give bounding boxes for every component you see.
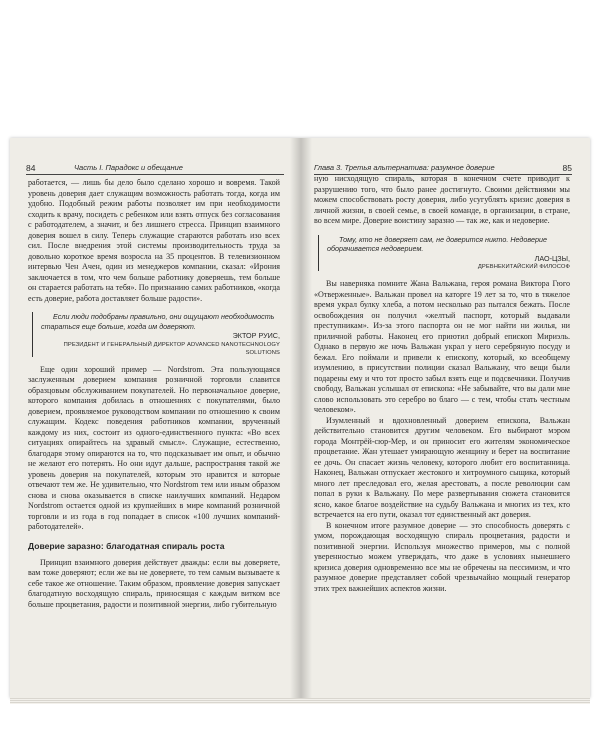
right-paragraph-2: Вы наверняка помните Жана Вальжана, героя романа Виктора Гюго «Отверженные». Вальжан провел на каторге 19 лет за то, что в тяжелое время украл булку хлеба, а потом несколько раз пытался бежать. После освобождения он получил «желтый паспорт, который выдавали преступникам». Из-за этого паспорта он не мог найти ни жилья, ни приличной работы. Наконец его приютил добрый епископ Мириэль. Однако в первую же ночь Вальжан украл у него серебряную посуду и бежал. Его поймали и привели к епископу, который, ко всеобщему изумлению, в присутствии полиции сказал Вальжану, что вещи были подарены ему и что тот просто забыл взять еще и подсвечники. Получив свободу, Вальжан услышал от епископа: «Не забывайте, что вы дали мне слово использовать это серебро во благо — с тем, чтобы стать честным человеком». bbox=[314, 279, 570, 415]
left-running-head: Часть I. Парадокс и обещание bbox=[74, 163, 183, 172]
right-page bbox=[302, 138, 590, 698]
left-paragraph-1: работается, — лишь бы дело было сделано хорошо и вовремя. Такой уровень доверия дает служащим возможность работать тогда, когда им удобно. Подобный режим работы позволяет им при необходимости сходить к врачу, посидеть с ребенком или взять отпуск без согласования с работодателем, а значит, и без лишнего стресса. Принцип взаимного доверия вошел в силу. Теперь служащие стараются работать изо всех сил. После внедрения этой системы производительность труда за довольно короткое время возросла на 35 процентов. В телевизионном интервью Чен Ачен, один из менеджеров компании, сказал: «Ирония заключается в том, что чем больше работнику доверяешь, тем больше он старается работать на тебя». По признанию самих работников, «когда есть доверие, работа доставляет больше радости». bbox=[28, 178, 280, 303]
left-quote-author: ЭКТОР РУИС, bbox=[232, 331, 280, 341]
left-epigraph bbox=[32, 312, 280, 357]
left-page-body bbox=[28, 178, 280, 610]
right-epigraph bbox=[318, 235, 570, 272]
left-page-number: 84 bbox=[26, 163, 36, 173]
right-quote-text: Тому, кто не доверяет сам, не доверится никто. Недоверие оборачивается недоверием. bbox=[327, 234, 547, 254]
right-running-head: Глава 3. Третья альтернатива: разумное доверие bbox=[314, 163, 495, 172]
section-heading: Доверие заразно: благодатная спираль роста bbox=[28, 540, 225, 551]
left-paragraph-2: Еще один хороший пример — Nordstrom. Эта пользующаяся заслуженным доверием компания розничной торговли славится образцовым обслуживанием покупателей. Но первоначальное доверие, которого компания добилась в отношениях с покупателями, было доверием, проявляемое руководством компании по отношению к своим служащим. Кодекс поведения работников компании, врученный каждому из них, состоит из одного-единственного пункта: «Во всех ситуациях опирайтесь на здравый смысл». Служащие, естественно, благодаря этому опираются на то, что подсказывает им опыт, и обычно не желают его потерять. Но они идут дальше, распространяя такой же уровень доверия на покупателей, которым это нравится и которые отвечают тем же. Не удивительно, что Nordstrom тем или иным образом снова и снова оказывается в списке наилучших компаний. Недаром Nordstrom остается одной из крупнейших в мире компаний розничной торговли и из года в год попадает в список «100 лучших компаний-работодателей». bbox=[28, 364, 280, 532]
left-quote-text: Если люди подобраны правильно, они ощущают необходимость стараться еще больше, когда им доверяют. bbox=[41, 312, 275, 331]
right-paragraph-4: В конечном итоге разумное доверие — это способность доверять с умом, порождающая восходящую спираль процветания, радости и позитивной энергии. Используя множество примеров, мы с полной уверенностью можем утверждать, что даже в условиях нынешнего кризиса доверия одновременно все мы не обречены на пессимизм, и что разумное доверие представляет собой чрезвычайно мощный генератор этих трех важнейших аспектов жизни. bbox=[314, 520, 570, 593]
right-page-body bbox=[314, 174, 570, 594]
left-quote-role: ПРЕЗИДЕНТ И ГЕНЕРАЛЬНЫЙ ДИРЕКТОР ADVANCED NANOTECHNOLOGY SOLUTIONS bbox=[63, 341, 280, 356]
book-spread bbox=[10, 138, 590, 698]
left-paragraph-3: Принцип взаимного доверия действует дважды: если вы доверяете, вам тоже доверяют; если же вы не доверяете, то тем самым вызываете к себе такое же отношение. Таким образом, проявление доверия запускает благодатную восходящую спираль, приносящая с каждым витком все больше процветания, радости и позитивной энергии, либо губительную bbox=[28, 557, 280, 609]
left-page-header bbox=[26, 162, 284, 175]
right-paragraph-3: Изумленный и вдохновленный доверием епископа, Вальжан действительно становится другим человеком. Его выбирают мэром города Монтрёй-сюр-Мер, и он приносит его жителям экономическое процветание. Жан утешает умирающую женщину и берет на воспитание ее дочь. Он спасает жизнь человеку, которого любит его воспитанница. Наконец, Вальжан отпускает жестокого и хитроумного сыщика, который много лет преследовал его, желая арестовать, а после революции сам попал в руки к Вальжану. По мере развертывания сюжета становится ясно, какое благое воздействие на судьбу Вальжана и многих из тех, кто встречается на его пути, оказал тот единственный акт доверия. bbox=[314, 415, 570, 520]
right-paragraph-1: ную нисходящую спираль, которая в конечном счете приводит к разрушению того, что было ранее достигнуто. Своими действиями мы можем способствовать росту доверия, либо усугублять кризис доверия в личной жизни, в своей семье, в своей команде, в организации, в стране, во всем мире. Доверие воистину заразно — так же, как и недоверие. bbox=[314, 174, 570, 225]
left-page bbox=[10, 138, 298, 698]
right-quote-author: ЛАО-ЦЗЫ, bbox=[534, 253, 570, 263]
right-quote-role: ДРЕВНЕКИТАЙСКИЙ ФИЛОСОФ bbox=[477, 264, 570, 271]
right-page-number: 85 bbox=[562, 163, 572, 173]
